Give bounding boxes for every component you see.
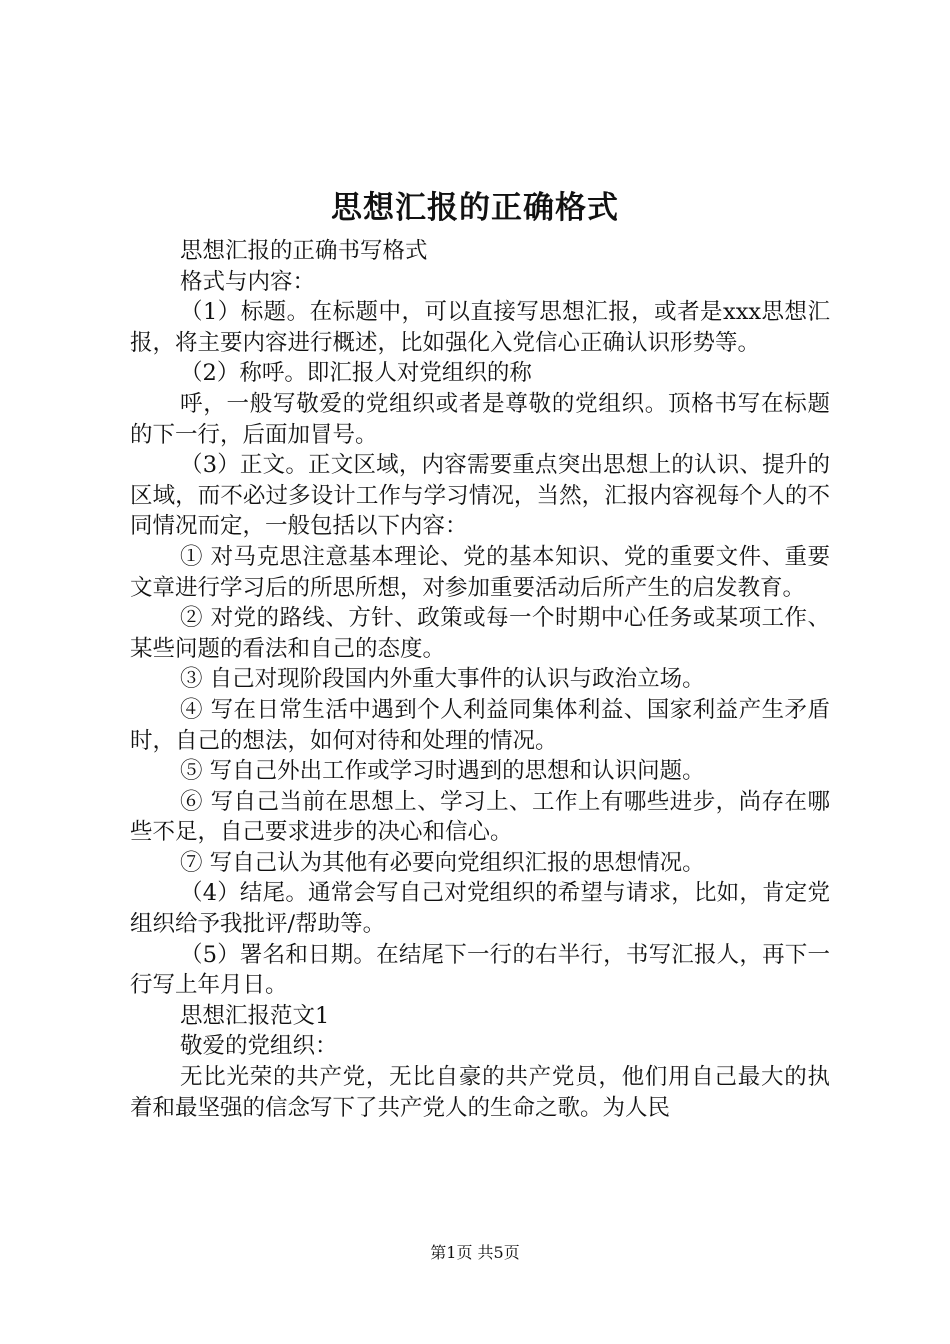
paragraph: （1）标题。在标题中，可以直接写思想汇报，或者是xxx思想汇报，将主要内容进行概述，比如强化入党信心正确认识形势等。 [130,299,830,356]
list-item: ⑤ 写自己外出工作或学习时遇到的思想和认识问题。 [180,758,705,785]
document-title: 思想汇报的正确格式 [331,190,619,226]
list-item: ① 对马克思注意基本理论、党的基本知识、党的重要文件、重要文章进行学习后的所思所想，对参加重要活动后所产生的启发教育。 [130,543,830,601]
paragraph: 无比光荣的共产党，无比自豪的共产党员，他们用自己最大的执着和最坚强的信念写下了共产党人的生命之歌。为人民 [130,1064,830,1121]
paragraph: 呼，一般写敬爱的党组织或者是尊敬的党组织。顶格书写在标题的下一行，后面加冒号。 [130,390,830,448]
paragraph: 思想汇报的正确书写格式 [180,238,428,264]
paragraph: （4）结尾。通常会写自己对党组织的希望与请求，比如，肯定党组织给予我批评/帮助等。 [130,880,830,938]
list-item: ③ 自己对现阶段国内外重大事件的认识与政治立场。 [180,666,705,693]
paragraph: （3）正文。正文区域，内容需要重点突出思想上的认识、提升的区域，而不必过多设计工作与学习情况，当然，汇报内容视每个人的不同情况而定，一般包括以下内容： [130,452,830,540]
paragraph: 思想汇报范文1 [180,1002,330,1029]
page-number: 第1页 共5页 [430,1243,520,1262]
paragraph: （2）称呼。即汇报人对党组织的称 [180,360,532,387]
document-body [130,236,830,1123]
list-item: ④ 写在日常生活中遇到个人利益同集体利益、国家利益产生矛盾时，自己的想法，如何对待和处理的情况。 [130,696,830,754]
paragraph: 敬爱的党组织： [180,1033,338,1060]
paragraph: （5）署名和日期。在结尾下一行的右半行，书写汇报人，再下一行写上年月日。 [130,941,830,999]
list-item: ⑥ 写自己当前在思想上、学习上、工作上有哪些进步，尚存在哪些不足，自己要求进步的决心和信心。 [130,788,830,846]
paragraph: 格式与内容： [180,268,316,295]
list-item: ② 对党的路线、方针、政策或每一个时期中心任务或某项工作、某些问题的看法和自己的态度。 [130,605,830,662]
list-item: ⑦ 写自己认为其他有必要向党组织汇报的思想情况。 [180,849,705,876]
